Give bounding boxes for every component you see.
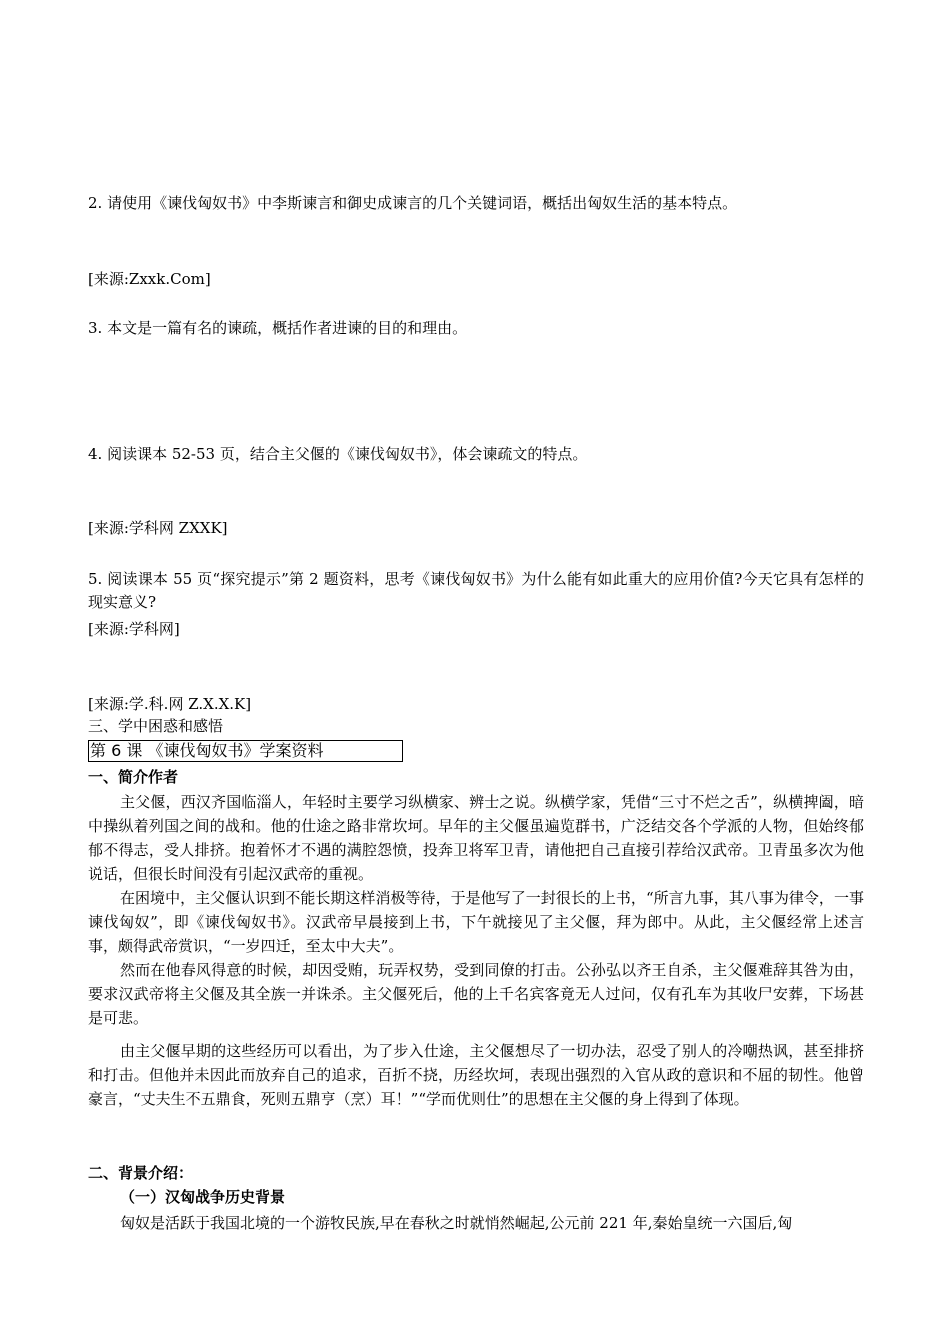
section-heading: 三、学中困惑和感悟 bbox=[88, 717, 224, 735]
question-2: 2. 请使用《谏伐匈奴书》中李斯谏言和御史成谏言的几个关键词语，概括出匈奴生活的基本特点。 bbox=[88, 194, 738, 212]
source-note: [来源:学.科.网 Z.X.X.K] bbox=[88, 695, 252, 713]
source-note: [来源:Zxxk.Com] bbox=[88, 270, 211, 288]
author-paragraph: 主父偃，西汉齐国临淄人，年轻时主要学习纵横家、辨士之说。纵横学家，凭借“三寸不烂之舌”，纵横捭阖，暗中操纵着列国之间的战和。他的仕途之路非常坎坷。早年的主父偃虽遍览群书，广泛结交各个学派的人物，但始终郁郁不得志，受人排挤。抱着怀才不遇的满腔怨愤，投奔卫将军卫青，请他把自己直接引荐给汉武帝。卫青虽多次为他说话，但很长时间没有引起汉武帝的重视。 bbox=[88, 793, 864, 883]
source-note: [来源:学科网] bbox=[88, 620, 180, 638]
section-heading-author: 一、简介作者 bbox=[88, 768, 179, 786]
question-3: 3. 本文是一篇有名的谏疏，概括作者进谏的目的和理由。 bbox=[88, 319, 468, 337]
author-paragraph: 在困境中，主父偃认识到不能长期这样消极等待，于是他写了一封很长的上书，“所言九事，其八事为律令，一事谏伐匈奴”，即《谏伐匈奴书》。汉武帝早晨接到上书，下午就接见了主父偃，拜为郎中。从此，主父偃经常上述言事，颇得武帝赏识，“一岁四迁，至太中大夫”。 bbox=[88, 889, 864, 955]
section-heading-background: 二、背景介绍： bbox=[88, 1164, 194, 1182]
background-paragraph: 匈奴是活跃于我国北境的一个游牧民族,早在春秋之时就悄然崛起,公元前 221 年,秦始皇统一六国后,匈 bbox=[120, 1214, 793, 1232]
author-paragraph: 由主父偃早期的这些经历可以看出，为了步入仕途，主父偃想尽了一切办法，忍受了别人的冷嘲热讽，甚至排挤和打击。但他并未因此而放弃自己的追求，百折不挠，历经坎坷，表现出强烈的入官从政的意识和不屈的韧性。他曾豪言，“丈夫生不五鼎食，死则五鼎亨（烹）耳！”“学而优则仕”的思想在主父偃的身上得到了体现。 bbox=[88, 1042, 864, 1108]
question-4: 4. 阅读课本 52-53 页，结合主父偃的《谏伐匈奴书》，体会谏疏文的特点。 bbox=[88, 445, 588, 463]
document-page bbox=[88, 0, 864, 1344]
source-note: [来源:学科网 ZXXK] bbox=[88, 519, 228, 537]
material-title: 第 6 课 《谏伐匈奴书》学案资料 bbox=[88, 740, 403, 762]
author-paragraph: 然而在他春风得意的时候，却因受贿，玩弄权势，受到同僚的打击。公孙弘以齐王自杀，主父偃难辞其咎为由，要求汉武帝将主父偃及其全族一并诛杀。主父偃死后，他的上千名宾客竟无人过问，仅有孔车为其收尸安葬，下场甚是可悲。 bbox=[88, 961, 864, 1027]
subsection-heading: （一）汉匈战争历史背景 bbox=[120, 1188, 286, 1206]
question-5: 5. 阅读课本 55 页“探究提示”第 2 题资料，思考《谏伐匈奴书》为什么能有如此重大的应用价值?今天它具有怎样的现实意义? bbox=[88, 570, 864, 611]
